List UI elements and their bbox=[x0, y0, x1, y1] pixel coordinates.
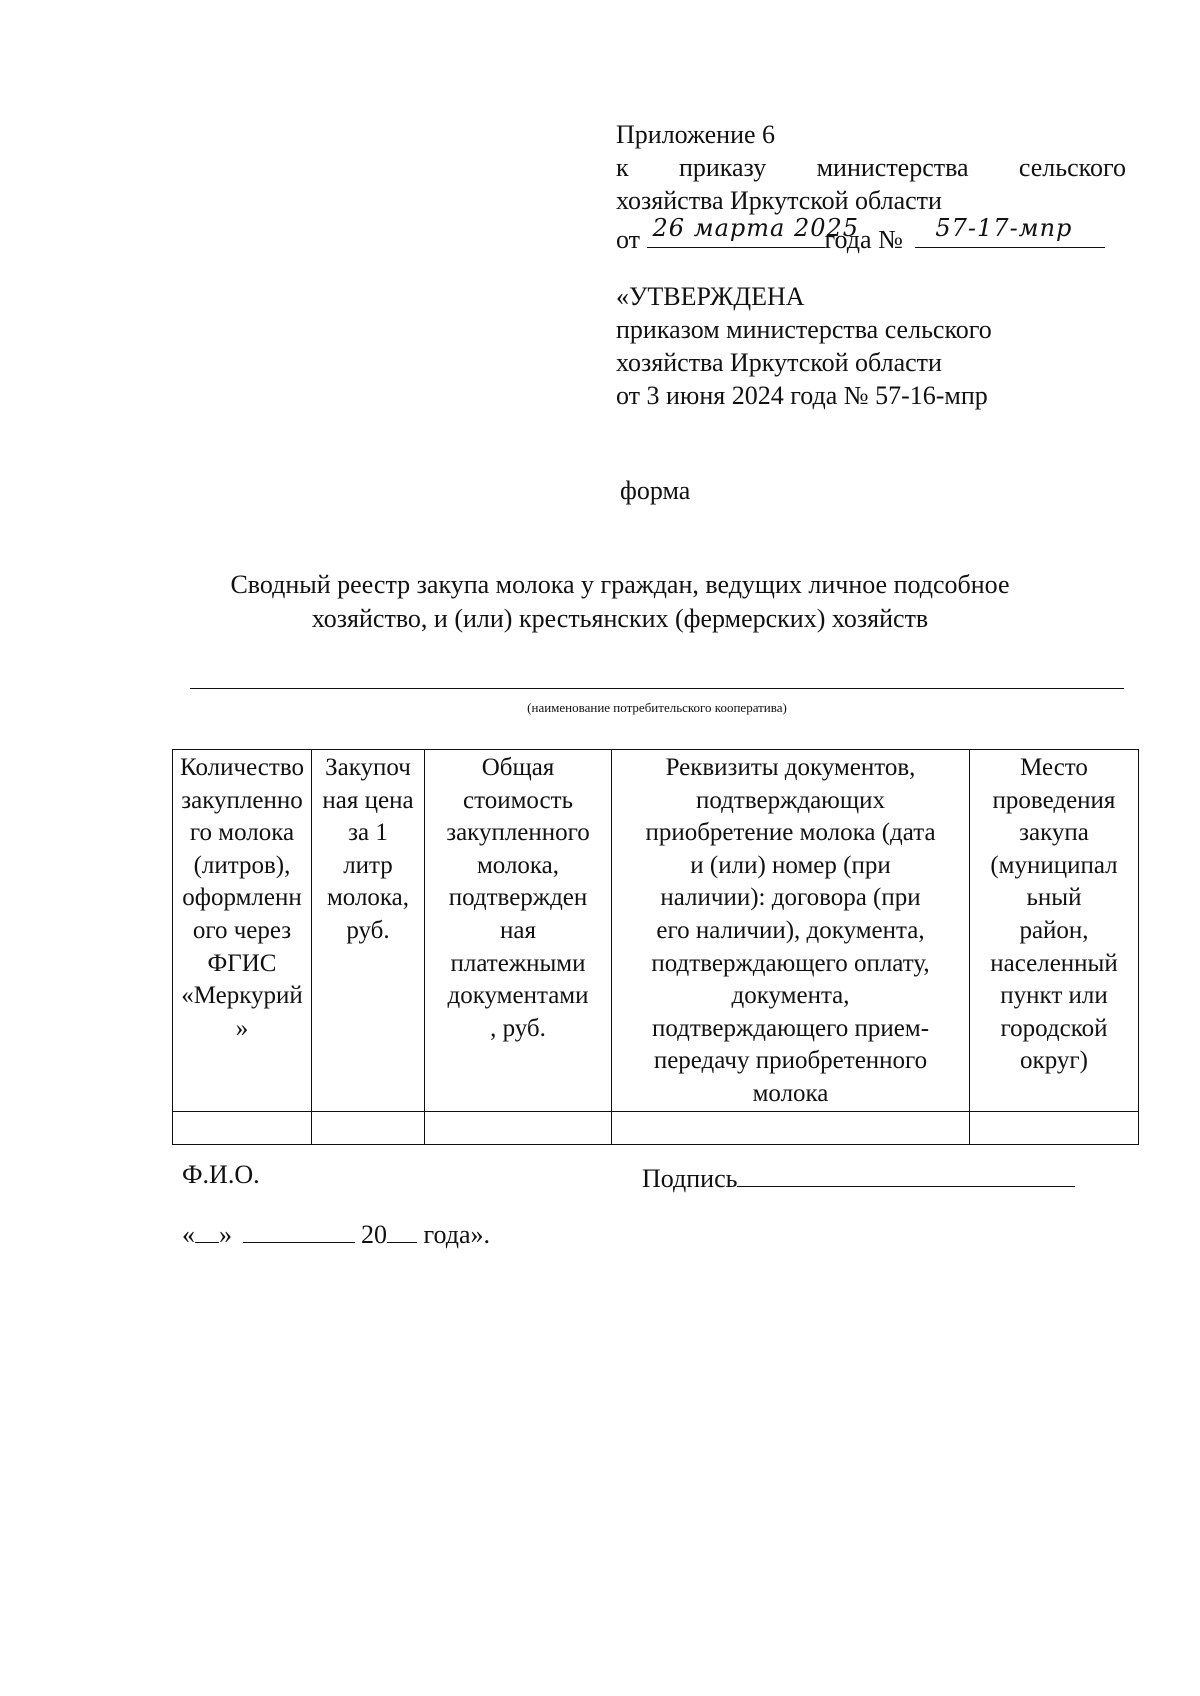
approval-block bbox=[616, 280, 1126, 412]
table-cell[interactable] bbox=[612, 1111, 970, 1144]
cell-line: закупленно bbox=[181, 786, 303, 814]
month-blank[interactable] bbox=[243, 1218, 355, 1243]
cell-line: руб. bbox=[346, 916, 390, 944]
cell-line: стоимость bbox=[463, 786, 573, 814]
annex-number: Приложение 6 bbox=[616, 120, 776, 149]
cell-line: и (или) номер (при bbox=[690, 851, 891, 879]
cell-line: наличии): договора (при bbox=[660, 884, 921, 912]
col-header-quantity bbox=[173, 750, 312, 1112]
title-line-1: Сводный реестр закупа молока у граждан, ведущих личное подсобное bbox=[230, 570, 1010, 599]
cell-line: ная bbox=[500, 916, 536, 944]
cell-line: Закупоч bbox=[325, 754, 411, 781]
cell-line: за 1 bbox=[348, 819, 388, 847]
col-header-total-cost bbox=[425, 750, 612, 1112]
cell-line: Общая bbox=[481, 754, 555, 781]
handwritten-date: 26 марта 2025 bbox=[652, 214, 860, 242]
col-header-documents bbox=[612, 750, 970, 1112]
cell-line: приобретение молока (дата bbox=[645, 819, 936, 847]
cell-line: ьный bbox=[1026, 884, 1082, 912]
cell-line: проведения bbox=[992, 786, 1116, 814]
cell-line: передачу приобретенного bbox=[653, 1047, 928, 1075]
cell-line: его наличии), документа, bbox=[656, 916, 925, 944]
date-field bbox=[182, 1218, 490, 1250]
ref-word-3: министерства bbox=[816, 153, 969, 182]
form-label: форма bbox=[620, 476, 691, 505]
approved-line-4: от 3 июня 2024 года № 57-16-мпр bbox=[616, 381, 988, 410]
table-cell[interactable] bbox=[970, 1111, 1139, 1144]
cell-line: ная цена bbox=[322, 786, 414, 814]
cell-line: ФГИС bbox=[207, 949, 277, 977]
cell-line: платежными bbox=[450, 949, 586, 977]
fio-label: Ф.И.О. bbox=[182, 1160, 260, 1189]
cooperative-name-caption: (наименование потребительского кооператива) bbox=[527, 700, 787, 715]
cell-line: городской bbox=[1000, 1014, 1108, 1042]
cell-line: закупленного bbox=[446, 819, 590, 847]
approved-heading: «УТВЕРЖДЕНА bbox=[616, 282, 805, 311]
title-line-2: хозяйство, и (или) крестьянских (фермерских) хозяйств bbox=[311, 604, 929, 633]
handwritten-number: 57-17-мпр bbox=[935, 214, 1073, 242]
table-cell[interactable] bbox=[173, 1111, 312, 1144]
cell-line: (муниципал bbox=[990, 851, 1118, 879]
cell-line: Место bbox=[1020, 754, 1088, 781]
ref-word-1: к bbox=[616, 153, 629, 182]
date-close-quote: » bbox=[219, 1220, 232, 1249]
cell-line: «Меркурий bbox=[181, 982, 303, 1010]
annex-reference-line bbox=[616, 151, 1126, 184]
cell-line: оформленн bbox=[182, 884, 302, 912]
register-table bbox=[172, 749, 1139, 1145]
date-open-quote: « bbox=[182, 1220, 195, 1249]
year-word: года № bbox=[824, 225, 903, 254]
signature-label: Подпись bbox=[642, 1164, 738, 1193]
annex-ministry: хозяйства Иркутской области bbox=[616, 186, 942, 215]
cell-line: Количество bbox=[180, 754, 304, 781]
table-cell[interactable] bbox=[312, 1111, 425, 1144]
col-header-location bbox=[970, 750, 1139, 1112]
col-header-price bbox=[312, 750, 425, 1112]
cell-line: документа, bbox=[731, 982, 850, 1010]
cell-line: молока bbox=[752, 1079, 829, 1107]
year-blank[interactable] bbox=[387, 1218, 417, 1243]
cell-line: , руб. bbox=[490, 1014, 546, 1042]
table-cell[interactable] bbox=[425, 1111, 612, 1144]
cell-line: го молока bbox=[189, 819, 295, 847]
cell-line: » bbox=[235, 1014, 249, 1042]
cell-line: закупа bbox=[1019, 819, 1089, 847]
cell-line: документами bbox=[447, 982, 589, 1010]
cooperative-name-line bbox=[190, 688, 1124, 689]
date-tail: года». bbox=[423, 1220, 491, 1249]
century: 20 bbox=[361, 1220, 387, 1249]
cell-line: литр bbox=[343, 851, 393, 879]
annex-header bbox=[616, 118, 1126, 256]
annex-date-line bbox=[616, 214, 1126, 256]
cell-line: молока, bbox=[476, 851, 560, 879]
signature-line[interactable] bbox=[737, 1160, 1075, 1187]
from-prefix: от bbox=[616, 225, 641, 254]
cell-line: район, bbox=[1019, 916, 1089, 944]
cell-line: Реквизиты документов, bbox=[665, 754, 916, 781]
cell-line: подтверждающего оплату, bbox=[651, 949, 930, 977]
table-row bbox=[173, 1111, 1139, 1144]
table-header-row bbox=[173, 750, 1139, 1112]
handwritten-number-field bbox=[915, 214, 1105, 248]
cell-line: подтверждающих bbox=[696, 786, 885, 814]
cell-line: молока, bbox=[326, 884, 410, 912]
ref-word-4: сельского bbox=[1018, 153, 1126, 182]
cell-line: пункт или bbox=[1000, 982, 1108, 1010]
ref-word-2: приказу bbox=[678, 153, 767, 182]
cell-line: населенный bbox=[990, 949, 1118, 977]
cell-line: подтверждающего прием- bbox=[651, 1014, 930, 1042]
cell-line: (литров), bbox=[193, 851, 291, 879]
document-title bbox=[150, 568, 1090, 636]
approved-line-3: хозяйства Иркутской области bbox=[616, 348, 942, 377]
cell-line: ого через bbox=[192, 916, 292, 944]
signature-field bbox=[642, 1160, 1075, 1194]
cell-line: округ) bbox=[1020, 1047, 1088, 1075]
day-blank[interactable] bbox=[195, 1218, 219, 1243]
cell-line: подтвержден bbox=[448, 884, 588, 912]
approved-line-2: приказом министерства сельского bbox=[616, 315, 992, 344]
handwritten-date-field bbox=[647, 214, 860, 248]
